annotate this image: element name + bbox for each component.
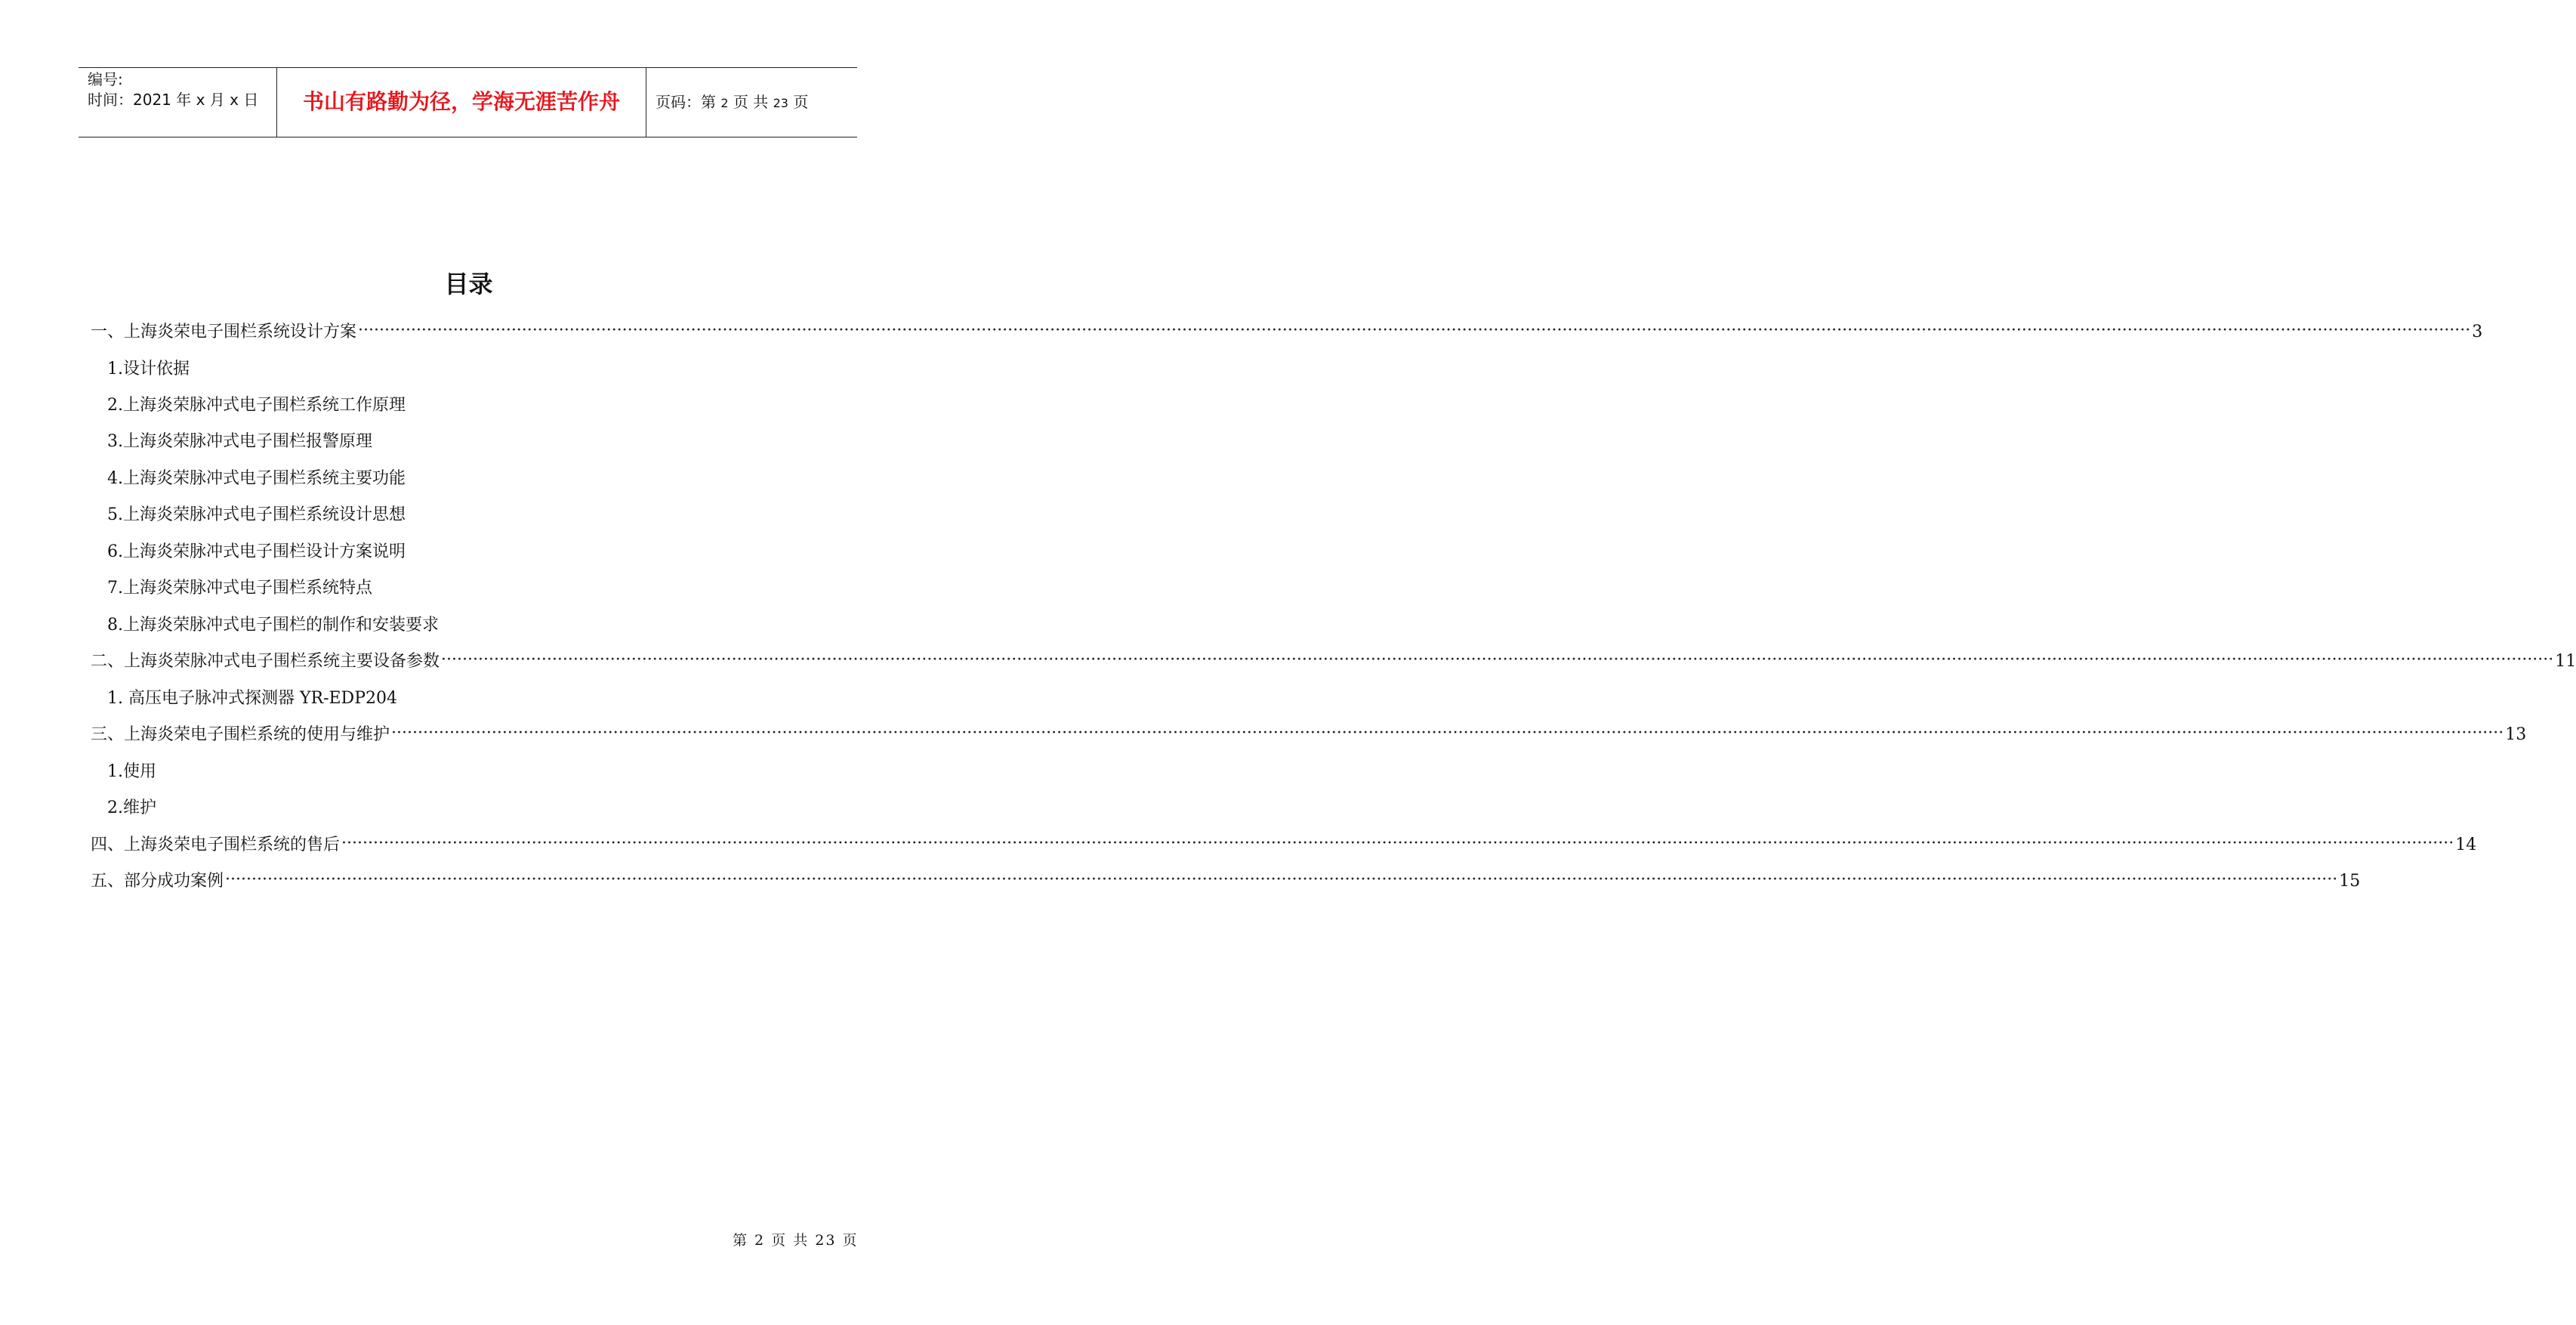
toc-entry-label: 1.使用	[107, 762, 156, 781]
page-prefix: 页码：第	[656, 93, 716, 111]
dot-leader: ················································································································································································································································································································································································································	[225, 870, 2338, 889]
toc-entry-label: 五、部分成功案例	[91, 872, 224, 891]
dot-leader: ················································································································································································································································································································································································································	[358, 321, 2471, 340]
toc-entry[interactable]	[91, 870, 2361, 893]
toc-entry[interactable]	[107, 797, 156, 820]
header-page-cell	[646, 68, 857, 137]
toc-entry-label: 一、上海炎荣电子围栏系统设计方案	[91, 323, 357, 341]
serial-number-label: 编号:	[88, 70, 123, 88]
header-motto-cell	[276, 68, 646, 137]
toc-title: 目录	[444, 270, 493, 298]
page-current: 2	[720, 96, 729, 110]
header-info-cell	[79, 68, 276, 137]
page-total: 23	[773, 96, 788, 110]
toc-entry[interactable]	[91, 834, 2477, 857]
page-suffix: 页	[793, 93, 809, 111]
toc-entry[interactable]	[107, 761, 156, 783]
toc-entry[interactable]	[91, 650, 2576, 673]
toc-entry[interactable]	[107, 687, 397, 710]
toc-entry[interactable]	[107, 504, 406, 527]
toc-entry[interactable]	[107, 541, 406, 564]
toc-entry-label: 二、上海炎荣脉冲式电子围栏系统主要设备参数	[91, 652, 440, 671]
page-header	[79, 67, 857, 137]
toc-entry[interactable]	[107, 468, 406, 490]
dot-leader: ················································································································································································································································································································································································································	[341, 834, 2454, 853]
toc-entry-label: 2.上海炎荣脉冲式电子围栏系统工作原理	[107, 396, 406, 415]
toc-entry-page: 15	[2339, 872, 2361, 891]
toc-entry[interactable]	[107, 614, 439, 637]
toc-entry[interactable]	[107, 431, 372, 453]
motto-text: 书山有路勤为径，学海无涯苦作舟	[302, 89, 620, 114]
dot-leader: ················································································································································································································································································································································································································	[441, 650, 2554, 669]
toc-entry-label: 5.上海炎荣脉冲式电子围栏系统设计思想	[107, 505, 406, 524]
toc-entry-page: 14	[2455, 835, 2477, 854]
toc-entry-page: 13	[2505, 725, 2527, 744]
toc-entry-label: 三、上海炎荣电子围栏系统的使用与维护	[91, 725, 390, 744]
toc-entry-label: 1. 高压电子脉冲式探测器 YR-EDP204	[107, 689, 397, 708]
toc-entry[interactable]	[107, 577, 372, 600]
toc-entry-label: 6.上海炎荣脉冲式电子围栏设计方案说明	[107, 542, 406, 561]
page-footer: 第 2 页 共 23 页	[733, 1232, 859, 1249]
toc-entry-label: 1.设计依据	[107, 360, 190, 378]
header-page-number	[656, 93, 808, 113]
toc-entry[interactable]	[107, 358, 190, 381]
toc-entry[interactable]	[91, 724, 2527, 746]
time-label: 时间：2021 年 x 月 x 日	[88, 91, 259, 109]
toc-entry-label: 3.上海炎荣脉冲式电子围栏报警原理	[107, 432, 372, 451]
page-mid: 页 共	[733, 93, 769, 111]
toc-entry[interactable]	[107, 394, 406, 417]
toc-entry-label: 四、上海炎荣电子围栏系统的售后	[91, 835, 341, 854]
toc-entry-label: 2.维护	[107, 798, 156, 817]
toc-entry-label: 8.上海炎荣脉冲式电子围栏的制作和安装要求	[107, 616, 439, 635]
toc-entry[interactable]	[91, 321, 2483, 344]
toc-entry-page: 3	[2472, 323, 2483, 341]
toc-entry-page: 11	[2555, 652, 2576, 671]
toc-entry-label: 7.上海炎荣脉冲式电子围栏系统特点	[107, 579, 372, 598]
toc-entry-label: 4.上海炎荣脉冲式电子围栏系统主要功能	[107, 469, 406, 488]
dot-leader: ················································································································································································································································································································································································································	[391, 724, 2504, 743]
